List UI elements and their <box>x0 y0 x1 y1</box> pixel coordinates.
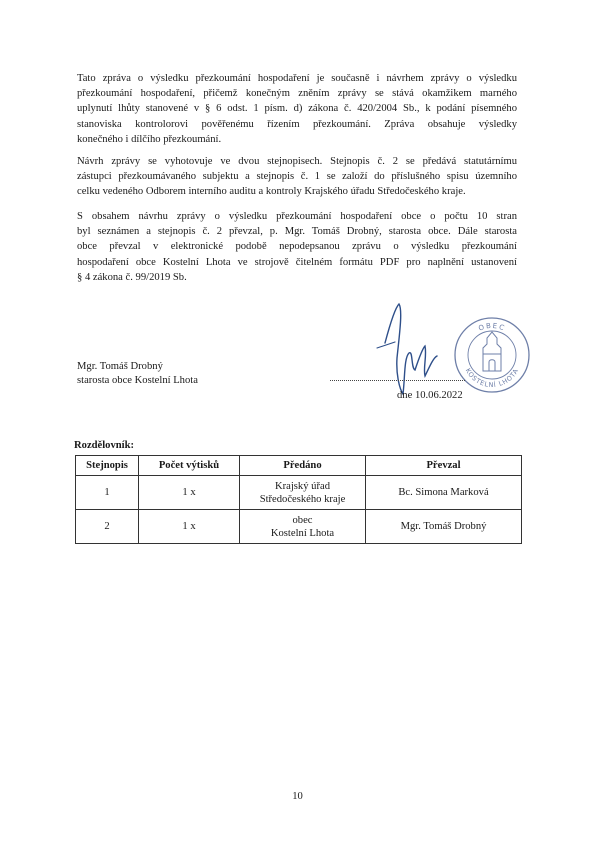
paragraph-line: Tato zpráva o výsledku přezkoumání hospodaření je současně i návrhem zprávy o výsledku <box>77 73 517 84</box>
distribution-table <box>75 455 522 544</box>
table-header-row <box>76 456 522 476</box>
paragraph-acknowledgement <box>77 209 517 285</box>
cell-handed-to <box>240 476 366 510</box>
paragraph-line: S obsahem návrhu zprávy o výsledku přezkoumání hospodaření obce o počtu 10 stran <box>77 211 517 222</box>
handed-to-line: Středočeského kraje <box>259 493 346 505</box>
page-number: 10 <box>292 791 303 802</box>
cell-handed-to <box>240 510 366 544</box>
handed-to-line: obec <box>292 514 313 526</box>
stamp-bottom-text: KOSTELNÍ LHOTA <box>463 366 521 390</box>
stamp-top-text: OBEC <box>477 321 507 333</box>
paragraph-line: obce převzal v elektronické podobě nepodepsanou zprávu o výsledku přezkoumání <box>77 241 517 253</box>
signer-name: Mgr. Tomáš Drobný <box>77 361 163 372</box>
paragraph-line: uplynutí lhůty stanovené v § 6 odst. 1 písm. d) zákona č. 420/2004 Sb., k podání písemného <box>77 103 517 115</box>
paragraph-line: byl seznámen a stejnopis č. 2 převzal, p. Mgr. Tomáš Drobný, starosta obce. Dále starosta <box>77 226 517 238</box>
official-stamp <box>453 316 531 394</box>
cell-count: 1 x <box>139 510 240 544</box>
paragraph-line: přezkoumání hospodaření, přičemž konečným zněním zprávy se stává okamžikem marného <box>77 88 517 100</box>
cell-copy: 2 <box>76 510 139 544</box>
paragraph-line: hospodaření obce Kostelní Lhota ve strojově čitelném formátu PDF pro naplnění ustanovení <box>77 256 517 268</box>
distribution-label: Rozdělovník: <box>74 440 135 451</box>
paragraph-line: zástupci přezkoumávaného subjektu a stejnopis č. 1 se založí do příslušného spisu územního <box>77 171 517 183</box>
signature-line <box>330 380 465 381</box>
cell-copy: 1 <box>76 476 139 510</box>
handed-to-line: Kostelní Lhota <box>270 527 335 539</box>
stamp-emblem-icon <box>483 332 501 371</box>
table-row <box>76 510 522 544</box>
handwritten-signature <box>375 298 455 398</box>
paragraph-line: konečného i dílčího přezkoumání. <box>77 133 222 145</box>
column-header-copy: Stejnopis <box>76 456 139 476</box>
column-header-received-by: Převzal <box>366 456 522 476</box>
handed-to-line: Krajský úřad <box>274 480 330 492</box>
paragraph-line: § 4 zákona č. 99/2019 Sb. <box>77 271 187 283</box>
paragraph-copies <box>77 154 517 200</box>
column-header-count: Počet výtisků <box>139 456 240 476</box>
signer-role: starosta obce Kostelní Lhota <box>77 375 198 386</box>
column-header-handed-to: Předáno <box>240 456 366 476</box>
paragraph-line: stanoviska kontrolorovi pověřenému řízením přezkoumání. Zpráva obsahuje výsledky <box>77 118 517 130</box>
paragraph-line: celku vedeného Odborem interního auditu a kontroly Krajského úřadu Středočeského kraje. <box>77 186 466 198</box>
cell-count: 1 x <box>139 476 240 510</box>
table-row <box>76 476 522 510</box>
paragraph-line: Návrh zprávy se vyhotovuje ve dvou stejnopisech. Stejnopis č. 2 se předává statutárnímu <box>77 156 517 167</box>
paragraph-report-validity <box>77 71 517 147</box>
signature-date: dne 10.06.2022 <box>397 390 463 401</box>
cell-received-by: Mgr. Tomáš Drobný <box>366 510 522 544</box>
cell-received-by: Bc. Simona Marková <box>366 476 522 510</box>
